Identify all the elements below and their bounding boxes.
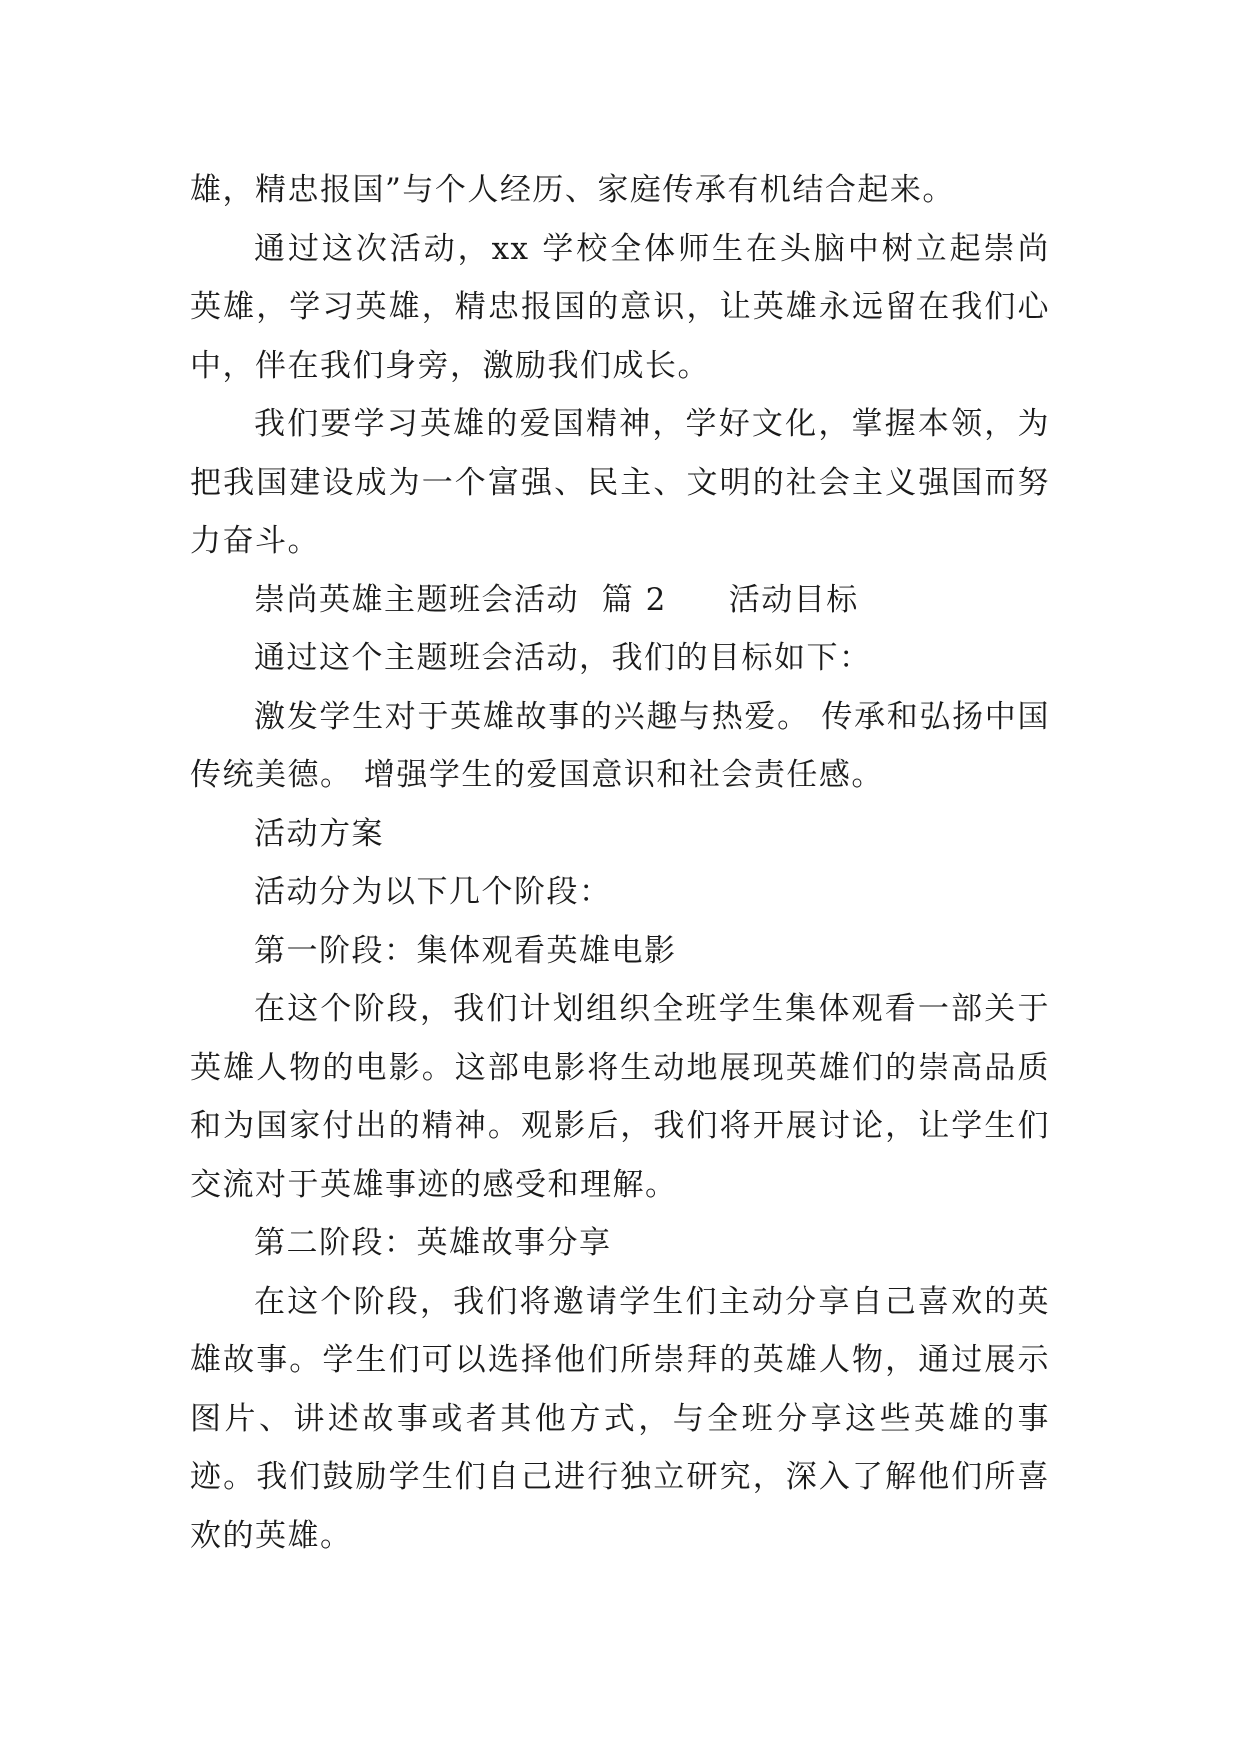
paragraph-2: 通过这次活动，xx 学校全体师生在头脑中树立起崇尚英雄，学习英雄，精忠报国的意识，让英雄永远留在我们心中，伴在我们身旁，激励我们成长。 xyxy=(190,230,1050,384)
document-body xyxy=(190,161,1050,1565)
heading-stage-1: 第一阶段：集体观看英雄电影 xyxy=(254,932,677,969)
section-heading xyxy=(190,571,1050,630)
paragraph-goals-intro: 通过这个主题班会活动，我们的目标如下： xyxy=(254,640,872,676)
section-subtitle: 活动目标 xyxy=(728,581,859,618)
paragraph-goals-list: 激发学生对于英雄故事的兴趣与热爱。 传承和弘扬中国传统美德。 增强学生的爱国意识和社会责任感。 xyxy=(190,698,1050,793)
section-title: 崇尚英雄主题班会活动 xyxy=(254,581,579,618)
heading-stage-2: 第二阶段：英雄故事分享 xyxy=(254,1225,612,1261)
paragraph-3: 我们要学习英雄的爱国精神，学好文化，掌握本领，为把我国建设成为一个富强、民主、文明的社会主义强国而努力奋斗。 xyxy=(190,406,1050,559)
section-part-number: 篇 2 xyxy=(601,581,667,618)
paragraph-1: 雄，精忠报国”与个人经历、家庭传承有机结合起来。 xyxy=(190,172,955,208)
heading-activity-plan: 活动方案 xyxy=(254,815,384,852)
paragraph-stage-2: 在这个阶段，我们将邀请学生们主动分享自己喜欢的英雄故事。学生们可以选择他们所崇拜的英雄人物，通过展示图片、讲述故事或者其他方式，与全班分享这些英雄的事迹。我们鼓励学生们自己进行独立研究，深入了解他们所喜欢的英雄。 xyxy=(190,1283,1050,1554)
paragraph-stages-intro: 活动分为以下几个阶段： xyxy=(254,874,612,910)
paragraph-stage-1: 在这个阶段，我们计划组织全班学生集体观看一部关于英雄人物的电影。这部电影将生动地展现英雄们的崇高品质和为国家付出的精神。观影后，我们将开展讨论，让学生们交流对于英雄事迹的感受和理解。 xyxy=(190,991,1050,1203)
